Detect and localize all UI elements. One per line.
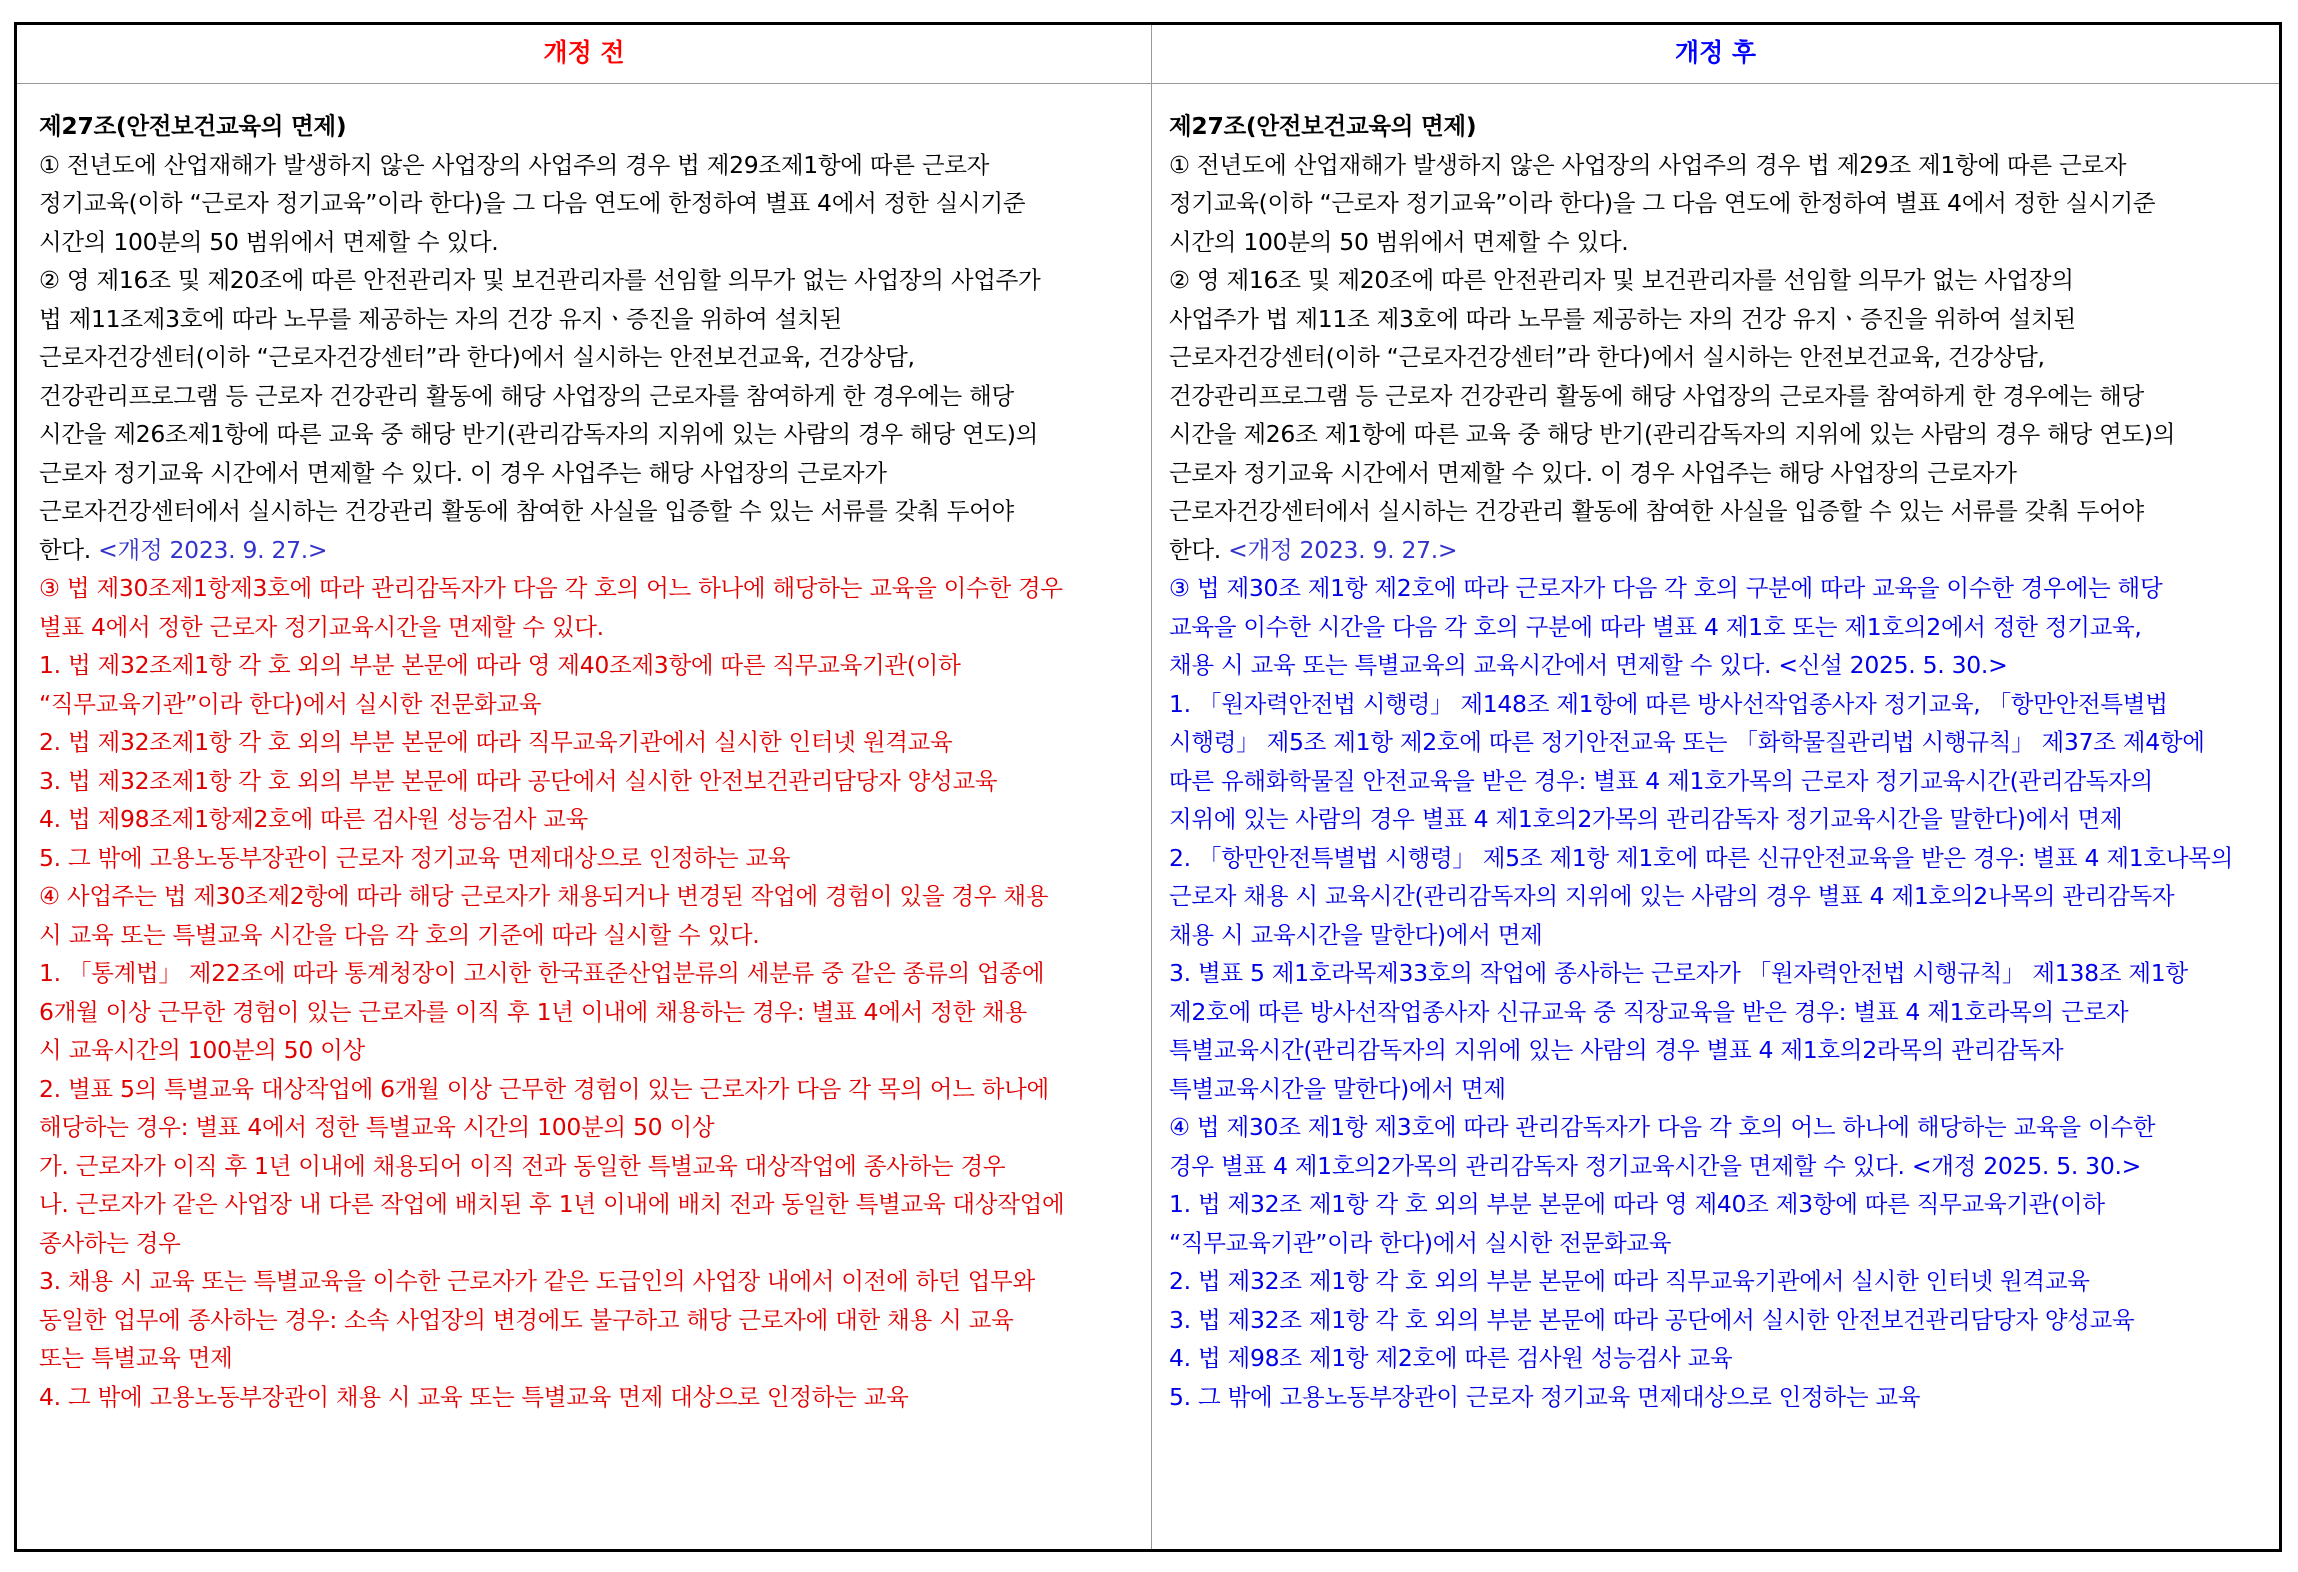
left-text-line bbox=[39, 762, 1145, 801]
line-text: 정기교육(이하 “근로자 정기교육”이라 한다)을 그 다음 연도에 한정하여 별표 4에서 정한 실시기준 bbox=[39, 189, 1026, 217]
left-text-line bbox=[39, 993, 1145, 1032]
line-text: 건강관리프로그램 등 근로자 건강관리 활동에 해당 사업장의 근로자를 참여하게 한 경우에는 해당 bbox=[1169, 381, 2144, 410]
line-text: ① 전년도에 산업재해가 발생하지 않은 사업장의 사업주의 경우 법 제29조제1항에 따른 근로자 bbox=[39, 150, 990, 179]
right-text-line bbox=[1169, 223, 2275, 262]
right-text-line bbox=[1169, 454, 2275, 493]
left-text-line bbox=[39, 646, 1145, 685]
line-text: 3. 별표 5 제1호라목제33호의 작업에 종사하는 근로자가 「원자력안전법 시행규칙」 제138조 제1항 bbox=[1169, 959, 2188, 987]
right-text-line bbox=[1169, 338, 2275, 377]
line-text: ④ 사업주는 법 제30조제2항에 따라 해당 근로자가 채용되거나 변경된 작업에 경험이 있을 경우 채용 bbox=[39, 882, 1049, 910]
left-text-line bbox=[39, 1339, 1145, 1378]
line-text: 법 제11조제3호에 따라 노무를 제공하는 자의 건강 유지ㆍ증진을 위하여 설치된 bbox=[39, 304, 842, 333]
line-text: 2. 별표 5의 특별교육 대상작업에 6개월 이상 근무한 경험이 있는 근로자가 다음 각 목의 어느 하나에 bbox=[39, 1074, 1049, 1103]
left-text-line bbox=[39, 1262, 1145, 1301]
right-text-line bbox=[1169, 1147, 2275, 1186]
line-text: 1. 법 제32조제1항 각 호 외의 부분 본문에 따라 영 제40조제3항에 따른 직무교육기관(이하 bbox=[39, 651, 961, 679]
line-text: 해당하는 경우: 별표 4에서 정한 특별교육 시간의 100분의 50 이상 bbox=[39, 1113, 715, 1141]
line-text: 제27조(안전보건교육의 면제) bbox=[39, 112, 347, 140]
left-text-line bbox=[39, 916, 1145, 955]
right-text-line bbox=[1169, 608, 2275, 647]
line-text: 4. 그 밖에 고용노동부장관이 채용 시 교육 또는 특별교육 면제 대상으로 인정하는 교육 bbox=[39, 1382, 909, 1411]
right-text-line bbox=[1169, 1224, 2275, 1263]
line-text: 제2호에 따른 방사선작업종사자 신규교육 중 직장교육을 받은 경우: 별표 4 제1호라목의 근로자 bbox=[1169, 997, 2129, 1026]
right-text-line bbox=[1169, 839, 2275, 878]
right-text-line bbox=[1169, 107, 2275, 146]
left-text-line bbox=[39, 685, 1145, 724]
line-text: 근로자 채용 시 교육시간(관리감독자의 지위에 있는 사람의 경우 별표 4 제1호의2나목의 관리감독자 bbox=[1169, 882, 2175, 910]
line-text: ② 영 제16조 및 제20조에 따른 안전관리자 및 보건관리자를 선임할 의무가 없는 사업장의 사업주가 bbox=[39, 266, 1041, 294]
line-text: 6개월 이상 근무한 경험이 있는 근로자를 이직 후 1년 이내에 채용하는 경우: 별표 4에서 정한 채용 bbox=[39, 997, 1027, 1026]
line-text: 경우 별표 4 제1호의2가목의 관리감독자 정기교육시간을 면제할 수 있다. <개정 2025. 5. 30.> bbox=[1169, 1151, 2142, 1180]
line-text: 시간의 100분의 50 범위에서 면제할 수 있다. bbox=[1169, 227, 1629, 256]
line-text: 5. 그 밖에 고용노동부장관이 근로자 정기교육 면제대상으로 인정하는 교육 bbox=[39, 843, 791, 872]
line-text: “직무교육기관”이라 한다)에서 실시한 전문화교육 bbox=[39, 689, 542, 718]
line-text: 1. 법 제32조 제1항 각 호 외의 부분 본문에 따라 영 제40조 제3항에 따른 직무교육기관(이하 bbox=[1169, 1190, 2105, 1218]
line-text: 근로자건강센터에서 실시하는 건강관리 활동에 참여한 사실을 입증할 수 있는 서류를 갖춰 두어야 bbox=[39, 497, 1014, 525]
line-text: 2. 법 제32조제1항 각 호 외의 부분 본문에 따라 직무교육기관에서 실시한 인터넷 원격교육 bbox=[39, 728, 953, 756]
line-text: 1. 「원자력안전법 시행령」 제148조 제1항에 따른 방사선작업종사자 정기교육, 「항만안전특별법 bbox=[1169, 689, 2168, 718]
column-divider bbox=[1151, 25, 1152, 1549]
line-text: 가. 근로자가 이직 후 1년 이내에 채용되어 이직 전과 동일한 특별교육 대상작업에 종사하는 경우 bbox=[39, 1151, 1006, 1180]
right-text-line bbox=[1169, 993, 2275, 1032]
right-text-line bbox=[1169, 646, 2275, 685]
right-text-line bbox=[1169, 1378, 2275, 1417]
line-text: 5. 그 밖에 고용노동부장관이 근로자 정기교육 면제대상으로 인정하는 교육 bbox=[1169, 1382, 1921, 1411]
line-text: “직무교육기관”이라 한다)에서 실시한 전문화교육 bbox=[1169, 1228, 1672, 1257]
line-text: 시간의 100분의 50 범위에서 면제할 수 있다. bbox=[39, 227, 499, 256]
line-text: 3. 법 제32조 제1항 각 호 외의 부분 본문에 따라 공단에서 실시한 안전보건관리담당자 양성교육 bbox=[1169, 1305, 2135, 1334]
line-text: 근로자 정기교육 시간에서 면제할 수 있다. 이 경우 사업주는 해당 사업장의 근로자가 bbox=[1169, 458, 2017, 487]
line-text: 지위에 있는 사람의 경우 별표 4 제1호의2가목의 관리감독자 정기교육시간을 말한다)에서 면제 bbox=[1169, 805, 2123, 833]
left-text-line bbox=[39, 954, 1145, 993]
line-text: 동일한 업무에 종사하는 경우: 소속 사업장의 변경에도 불구하고 해당 근로자에 대한 채용 시 교육 bbox=[39, 1305, 1014, 1334]
after-column bbox=[1169, 107, 2275, 1416]
line-text: 3. 채용 시 교육 또는 특별교육을 이수한 근로자가 같은 도급인의 사업장 내에서 이전에 하던 업무와 bbox=[39, 1267, 1035, 1295]
right-text-line bbox=[1169, 415, 2275, 454]
left-text-line bbox=[39, 1070, 1145, 1109]
left-text-line bbox=[39, 1108, 1145, 1147]
left-text-line bbox=[39, 107, 1145, 146]
left-text-line bbox=[39, 300, 1145, 339]
comparison-table bbox=[14, 22, 2282, 1552]
left-text-line bbox=[39, 531, 1145, 570]
right-text-line bbox=[1169, 184, 2275, 223]
right-text-line bbox=[1169, 531, 2275, 570]
amendment-note: <개정 2023. 9. 27.> bbox=[98, 535, 328, 564]
left-text-line bbox=[39, 184, 1145, 223]
left-text-line bbox=[39, 1378, 1145, 1417]
left-text-line bbox=[39, 877, 1145, 916]
left-text-line bbox=[39, 415, 1145, 454]
left-text-line bbox=[39, 800, 1145, 839]
right-text-line bbox=[1169, 762, 2275, 801]
line-text: 시 교육 또는 특별교육 시간을 다음 각 호의 기준에 따라 실시할 수 있다. bbox=[39, 920, 760, 949]
line-text: 2. 「항만안전특별법 시행령」 제5조 제1항 제1호에 따른 신규안전교육을 받은 경우: 별표 4 제1호나목의 bbox=[1169, 843, 2233, 872]
line-text: 근로자건강센터에서 실시하는 건강관리 활동에 참여한 사실을 입증할 수 있는 서류를 갖춰 두어야 bbox=[1169, 497, 2144, 525]
right-text-line bbox=[1169, 685, 2275, 724]
left-text-line bbox=[39, 839, 1145, 878]
right-text-line bbox=[1169, 261, 2275, 300]
right-text-line bbox=[1169, 492, 2275, 531]
line-text: 시간을 제26조제1항에 따른 교육 중 해당 반기(관리감독자의 지위에 있는 사람의 경우 해당 연도)의 bbox=[39, 420, 1038, 448]
right-text-line bbox=[1169, 300, 2275, 339]
left-text-line bbox=[39, 1185, 1145, 1224]
line-text: ① 전년도에 산업재해가 발생하지 않은 사업장의 사업주의 경우 법 제29조 제1항에 따른 근로자 bbox=[1169, 150, 2127, 179]
left-text-line bbox=[39, 1147, 1145, 1186]
right-text-line bbox=[1169, 916, 2275, 955]
right-text-line bbox=[1169, 146, 2275, 185]
right-text-line bbox=[1169, 1301, 2275, 1340]
right-text-line bbox=[1169, 377, 2275, 416]
left-text-line bbox=[39, 146, 1145, 185]
line-text: 한다. bbox=[39, 535, 99, 564]
line-text: 근로자건강센터(이하 “근로자건강센터”라 한다)에서 실시하는 안전보건교육, 건강상담, bbox=[1169, 343, 2045, 371]
line-text: ③ 법 제30조 제1항 제2호에 따라 근로자가 다음 각 호의 구분에 따라 교육을 이수한 경우에는 해당 bbox=[1169, 574, 2163, 602]
right-text-line bbox=[1169, 1185, 2275, 1224]
line-text: 사업주가 법 제11조 제3호에 따라 노무를 제공하는 자의 건강 유지ㆍ증진을 위하여 설치된 bbox=[1169, 304, 2076, 333]
right-text-line bbox=[1169, 800, 2275, 839]
left-text-line bbox=[39, 338, 1145, 377]
left-text-line bbox=[39, 1301, 1145, 1340]
line-text: 한다. bbox=[1169, 535, 1229, 564]
right-text-line bbox=[1169, 1070, 2275, 1109]
line-text: 제27조(안전보건교육의 면제) bbox=[1169, 112, 1477, 140]
line-text: 1. 「통계법」 제22조에 따라 통계청장이 고시한 한국표준산업분류의 세분류 중 같은 종류의 업종에 bbox=[39, 959, 1045, 987]
line-text: 특별교육시간을 말한다)에서 면제 bbox=[1169, 1074, 1506, 1103]
right-text-line bbox=[1169, 1262, 2275, 1301]
line-text: 건강관리프로그램 등 근로자 건강관리 활동에 해당 사업장의 근로자를 참여하게 한 경우에는 해당 bbox=[39, 381, 1014, 410]
line-text: 따른 유해화학물질 안전교육을 받은 경우: 별표 4 제1호가목의 근로자 정기교육시간(관리감독자의 bbox=[1169, 766, 2153, 795]
line-text: 별표 4에서 정한 근로자 정기교육시간을 면제할 수 있다. bbox=[39, 612, 604, 641]
amendment-note: <개정 2023. 9. 27.> bbox=[1228, 535, 1458, 564]
line-text: 근로자건강센터(이하 “근로자건강센터”라 한다)에서 실시하는 안전보건교육, 건강상담, bbox=[39, 343, 915, 371]
left-text-line bbox=[39, 1224, 1145, 1263]
left-text-line bbox=[39, 261, 1145, 300]
line-text: ② 영 제16조 및 제20조에 따른 안전관리자 및 보건관리자를 선임할 의무가 없는 사업장의 bbox=[1169, 266, 2074, 294]
right-text-line bbox=[1169, 723, 2275, 762]
line-text: 시행령」 제5조 제1항 제2호에 따른 정기안전교육 또는 「화학물질관리법 시행규칙」 제37조 제4항에 bbox=[1169, 728, 2205, 756]
line-text: 정기교육(이하 “근로자 정기교육”이라 한다)을 그 다음 연도에 한정하여 별표 4에서 정한 실시기준 bbox=[1169, 189, 2156, 217]
line-text: 채용 시 교육 또는 특별교육의 교육시간에서 면제할 수 있다. <신설 2025. 5. 30.> bbox=[1169, 651, 2008, 679]
left-text-line bbox=[39, 223, 1145, 262]
right-text-line bbox=[1169, 877, 2275, 916]
right-text-line bbox=[1169, 1031, 2275, 1070]
left-text-line bbox=[39, 608, 1145, 647]
line-text: 채용 시 교육시간을 말한다)에서 면제 bbox=[1169, 920, 1543, 949]
line-text: 교육을 이수한 시간을 다음 각 호의 구분에 따라 별표 4 제1호 또는 제1호의2에서 정한 정기교육, bbox=[1169, 612, 2142, 641]
line-text: 시간을 제26조 제1항에 따른 교육 중 해당 반기(관리감독자의 지위에 있는 사람의 경우 해당 연도)의 bbox=[1169, 420, 2176, 448]
line-text: 4. 법 제98조 제1항 제2호에 따른 검사원 성능검사 교육 bbox=[1169, 1344, 1733, 1372]
right-text-line bbox=[1169, 954, 2275, 993]
left-text-line bbox=[39, 569, 1145, 608]
line-text: 종사하는 경우 bbox=[39, 1228, 181, 1257]
table-header-row bbox=[17, 25, 2279, 84]
line-text: 나. 근로자가 같은 사업장 내 다른 작업에 배치된 후 1년 이내에 배치 전과 동일한 특별교육 대상작업에 bbox=[39, 1190, 1065, 1218]
line-text: 2. 법 제32조 제1항 각 호 외의 부분 본문에 따라 직무교육기관에서 실시한 인터넷 원격교육 bbox=[1169, 1267, 2090, 1295]
right-text-line bbox=[1169, 569, 2275, 608]
line-text: ③ 법 제30조제1항제3호에 따라 관리감독자가 다음 각 호의 어느 하나에 해당하는 교육을 이수한 경우 bbox=[39, 574, 1063, 602]
header-before: 개정 전 bbox=[543, 38, 625, 67]
line-text: 특별교육시간(관리감독자의 지위에 있는 사람의 경우 별표 4 제1호의2라목의 관리감독자 bbox=[1169, 1036, 2064, 1064]
right-text-line bbox=[1169, 1108, 2275, 1147]
line-text: 3. 법 제32조제1항 각 호 외의 부분 본문에 따라 공단에서 실시한 안전보건관리담당자 양성교육 bbox=[39, 766, 998, 795]
left-text-line bbox=[39, 1031, 1145, 1070]
line-text: 또는 특별교육 면제 bbox=[39, 1344, 233, 1372]
line-text: 근로자 정기교육 시간에서 면제할 수 있다. 이 경우 사업주는 해당 사업장의 근로자가 bbox=[39, 458, 887, 487]
line-text: ④ 법 제30조 제1항 제3호에 따라 관리감독자가 다음 각 호의 어느 하나에 해당하는 교육을 이수한 bbox=[1169, 1113, 2156, 1141]
left-text-line bbox=[39, 377, 1145, 416]
header-after: 개정 후 bbox=[1674, 38, 1757, 67]
left-text-line bbox=[39, 492, 1145, 531]
right-text-line bbox=[1169, 1339, 2275, 1378]
left-text-line bbox=[39, 723, 1145, 762]
line-text: 4. 법 제98조제1항제2호에 따른 검사원 성능검사 교육 bbox=[39, 805, 589, 833]
line-text: 시 교육시간의 100분의 50 이상 bbox=[39, 1036, 365, 1064]
before-column bbox=[39, 107, 1145, 1416]
left-text-line bbox=[39, 454, 1145, 493]
